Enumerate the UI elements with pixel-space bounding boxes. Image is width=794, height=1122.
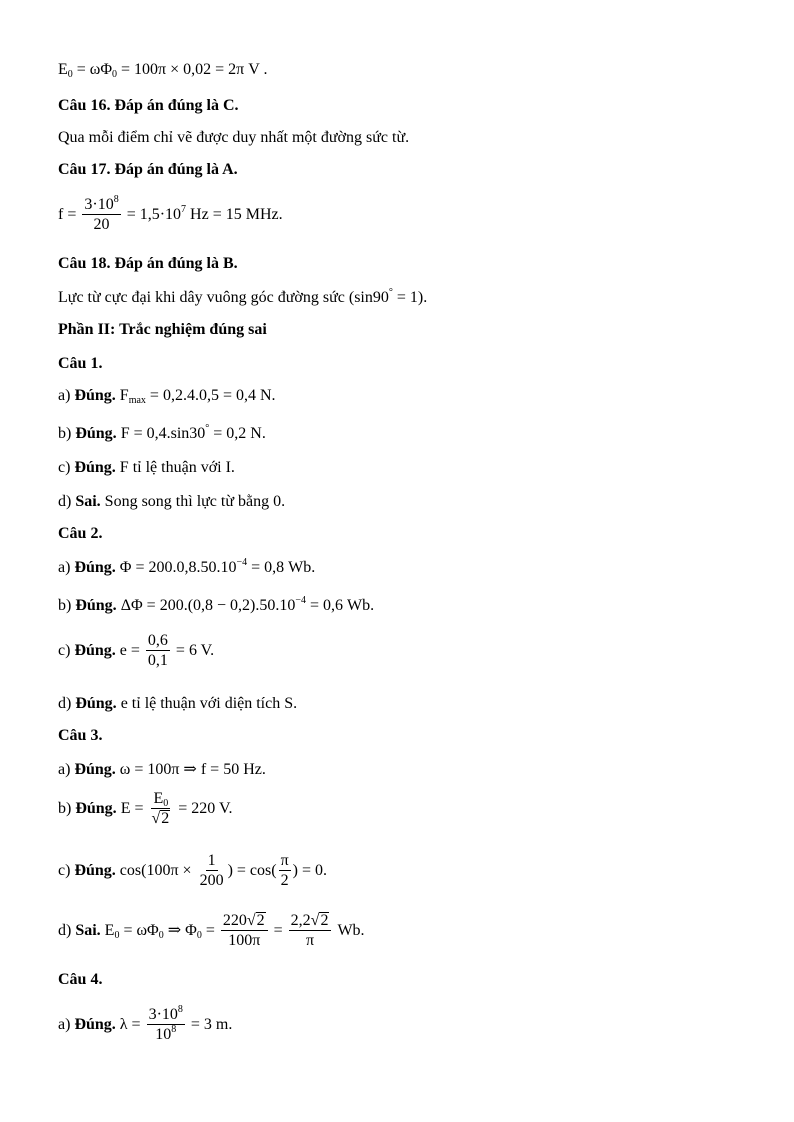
c1-a: a) Đúng. $F_{max} = 0,2.4.0,5 = 0,4$ N. <box>58 387 276 406</box>
part2-heading: Phần II: Trắc nghiệm đúng sai <box>58 321 267 338</box>
c2-d: d) Đúng. e tỉ lệ thuận với diện tích S. <box>58 695 298 712</box>
c1-b: b) Đúng. F = 0,4.sin30° = 0,2 N. <box>58 423 266 442</box>
c3-b: b) Đúng. E = $\frac{E_0}{√2}$ = 220 V. <box>58 790 233 827</box>
q17-formula: f = $\frac{3\cdot 10^8}{20}$ = $1,5\cdot 10^7$ Hz = 15 MHz. <box>58 194 283 233</box>
q18-answer: Lực từ cực đại khi dây vuông góc đường sức (sin90° = 1). <box>58 287 428 306</box>
c4-a: a) Đúng. λ = $\frac{3\cdot 10^8}{10^8}$ = 3 m. <box>58 1004 233 1043</box>
q18-heading: Câu 18. Đáp án đúng là B. <box>58 255 238 272</box>
c3-heading: Câu 3. <box>58 727 103 744</box>
c2-b: b) Đúng. $\Delta\Phi = 200.(0,8 - 0,2).50.10^{-4} = 0,6$ Wb. <box>58 595 375 614</box>
q16-heading: Câu 16. Đáp án đúng là C. <box>58 97 239 114</box>
c2-heading: Câu 2. <box>58 525 103 542</box>
c3-d: d) Sai. $E_0 = \omega\Phi_0$ ⇒ $\Phi_0$ = $\frac{220√2}{100\pi}$ = $\frac{2,2√2}{\pi}$ Wb. <box>58 912 365 949</box>
c2-a: a) Đúng. $\Phi = 200.0,8.50.10^{-4} = 0,8$ Wb. <box>58 557 316 576</box>
c3-a: a) Đúng. ω = 100π ⇒ f = 50 Hz. <box>58 761 266 778</box>
q16-answer: Qua mỗi điểm chỉ vẽ được duy nhất một đường sức từ. <box>58 129 410 146</box>
c3-c: c) Đúng. cos(100π × $\frac{1}{200}$ ) = cos( $\frac{\pi}{2}$ ) = 0. <box>58 852 328 889</box>
c4-heading: Câu 4. <box>58 971 103 988</box>
c1-heading: Câu 1. <box>58 355 103 372</box>
formula-e0: $E_0 = \omega\Phi_0 = 100\pi \times 0,02 = 2\pi$ V . <box>58 61 268 80</box>
q17-heading: Câu 17. Đáp án đúng là A. <box>58 161 238 178</box>
c1-d: d) Sai. Song song thì lực từ bằng 0. <box>58 493 286 510</box>
c2-c: c) Đúng. e = $\frac{0,6}{0,1}$ = 6 V. <box>58 632 215 669</box>
c1-c: c) Đúng. F tỉ lệ thuận với I. <box>58 459 235 476</box>
